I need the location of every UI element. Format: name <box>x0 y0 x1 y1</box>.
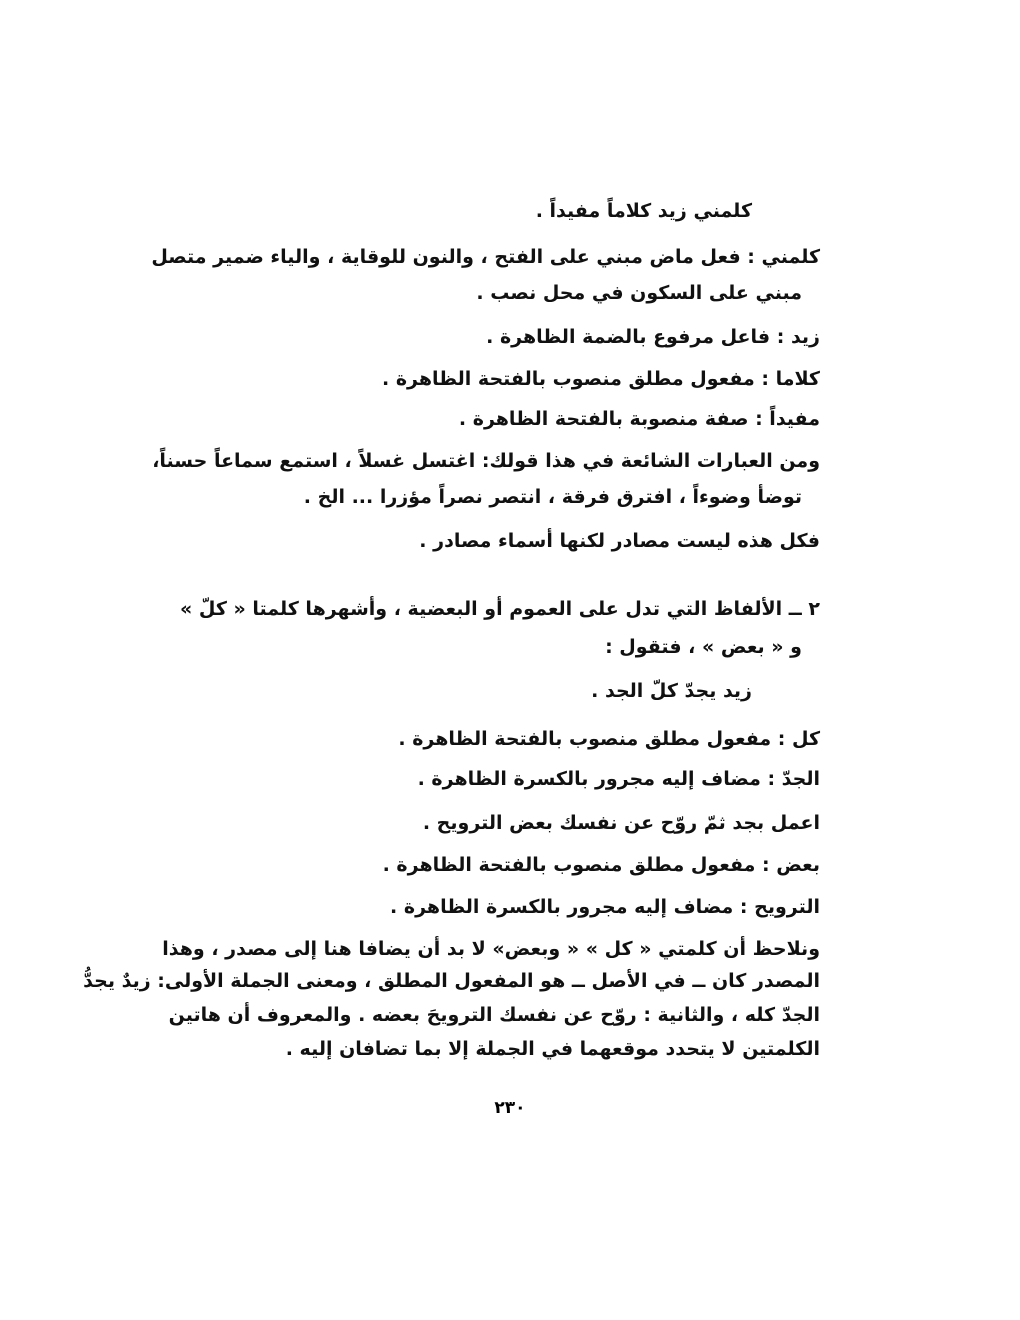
analysis-line: الجدّ : مضاف إليه مجرور بالكسرة الظاهرة . <box>417 768 820 790</box>
note-paragraph-line: الجدّ كله ، والثانية : روّح عن نفسك الترويحَ بعضه . والمعروف أن هاتين <box>168 1004 820 1026</box>
analysis-line: مفيداً : صفة منصوبة بالفتحة الظاهرة . <box>458 408 820 430</box>
analysis-line: كلمني : فعل ماض مبني على الفتح ، والنون للوقاية ، والياء ضمير متصل <box>151 246 820 268</box>
note-paragraph-line: الكلمتين لا يتحدد موقعهما في الجملة إلا بما تضافان إليه . <box>285 1038 820 1060</box>
example-sentence: زيد يجدّ كلّ الجد . <box>591 680 752 702</box>
example-sentence: كلمني زيد كلاماً مفيداً . <box>535 200 752 222</box>
analysis-line: مبني على السكون في محل نصب . <box>476 282 802 304</box>
analysis-line: زيد : فاعل مرفوع بالضمة الظاهرة . <box>486 326 820 348</box>
common-phrases-line: فكل هذه ليست مصادر لكنها أسماء مصادر . <box>419 530 820 552</box>
common-phrases-line: توضأ وضوءاً ، افترق فرقة ، انتصر نصراً مؤزرا ... الخ . <box>303 486 802 508</box>
analysis-line: كلاما : مفعول مطلق منصوب بالفتحة الظاهرة . <box>381 368 820 390</box>
analysis-line: اعمل بجد ثمّ روّح عن نفسك بعض الترويح . <box>422 812 820 834</box>
note-paragraph-line: ونلاحظ أن كلمتي « كل » « وبعض» لا بد أن يضافا هنا إلى مصدر ، وهذا <box>162 938 820 960</box>
section-heading: ٢ ــ الألفاظ التي تدل على العموم أو البعضية ، وأشهرها كلمتا « كلّ » <box>179 598 820 620</box>
analysis-line: كل : مفعول مطلق منصوب بالفتحة الظاهرة . <box>398 728 820 750</box>
section-heading: و « بعض » ، فتقول : <box>605 636 802 658</box>
page-number: ٢٣٠ <box>494 1098 526 1118</box>
common-phrases-line: ومن العبارات الشائعة في هذا قولك: اغتسل غسلاً ، استمع سماعاً حسناً، <box>152 450 820 472</box>
analysis-line: بعض : مفعول مطلق منصوب بالفتحة الظاهرة . <box>382 854 820 876</box>
analysis-line: الترويح : مضاف إليه مجرور بالكسرة الظاهرة . <box>390 896 820 918</box>
note-paragraph-line: المصدر كان ــ في الأصل ــ هو المفعول المطلق ، ومعنى الجملة الأولى: زيدٌ يجدُّ <box>83 970 820 992</box>
